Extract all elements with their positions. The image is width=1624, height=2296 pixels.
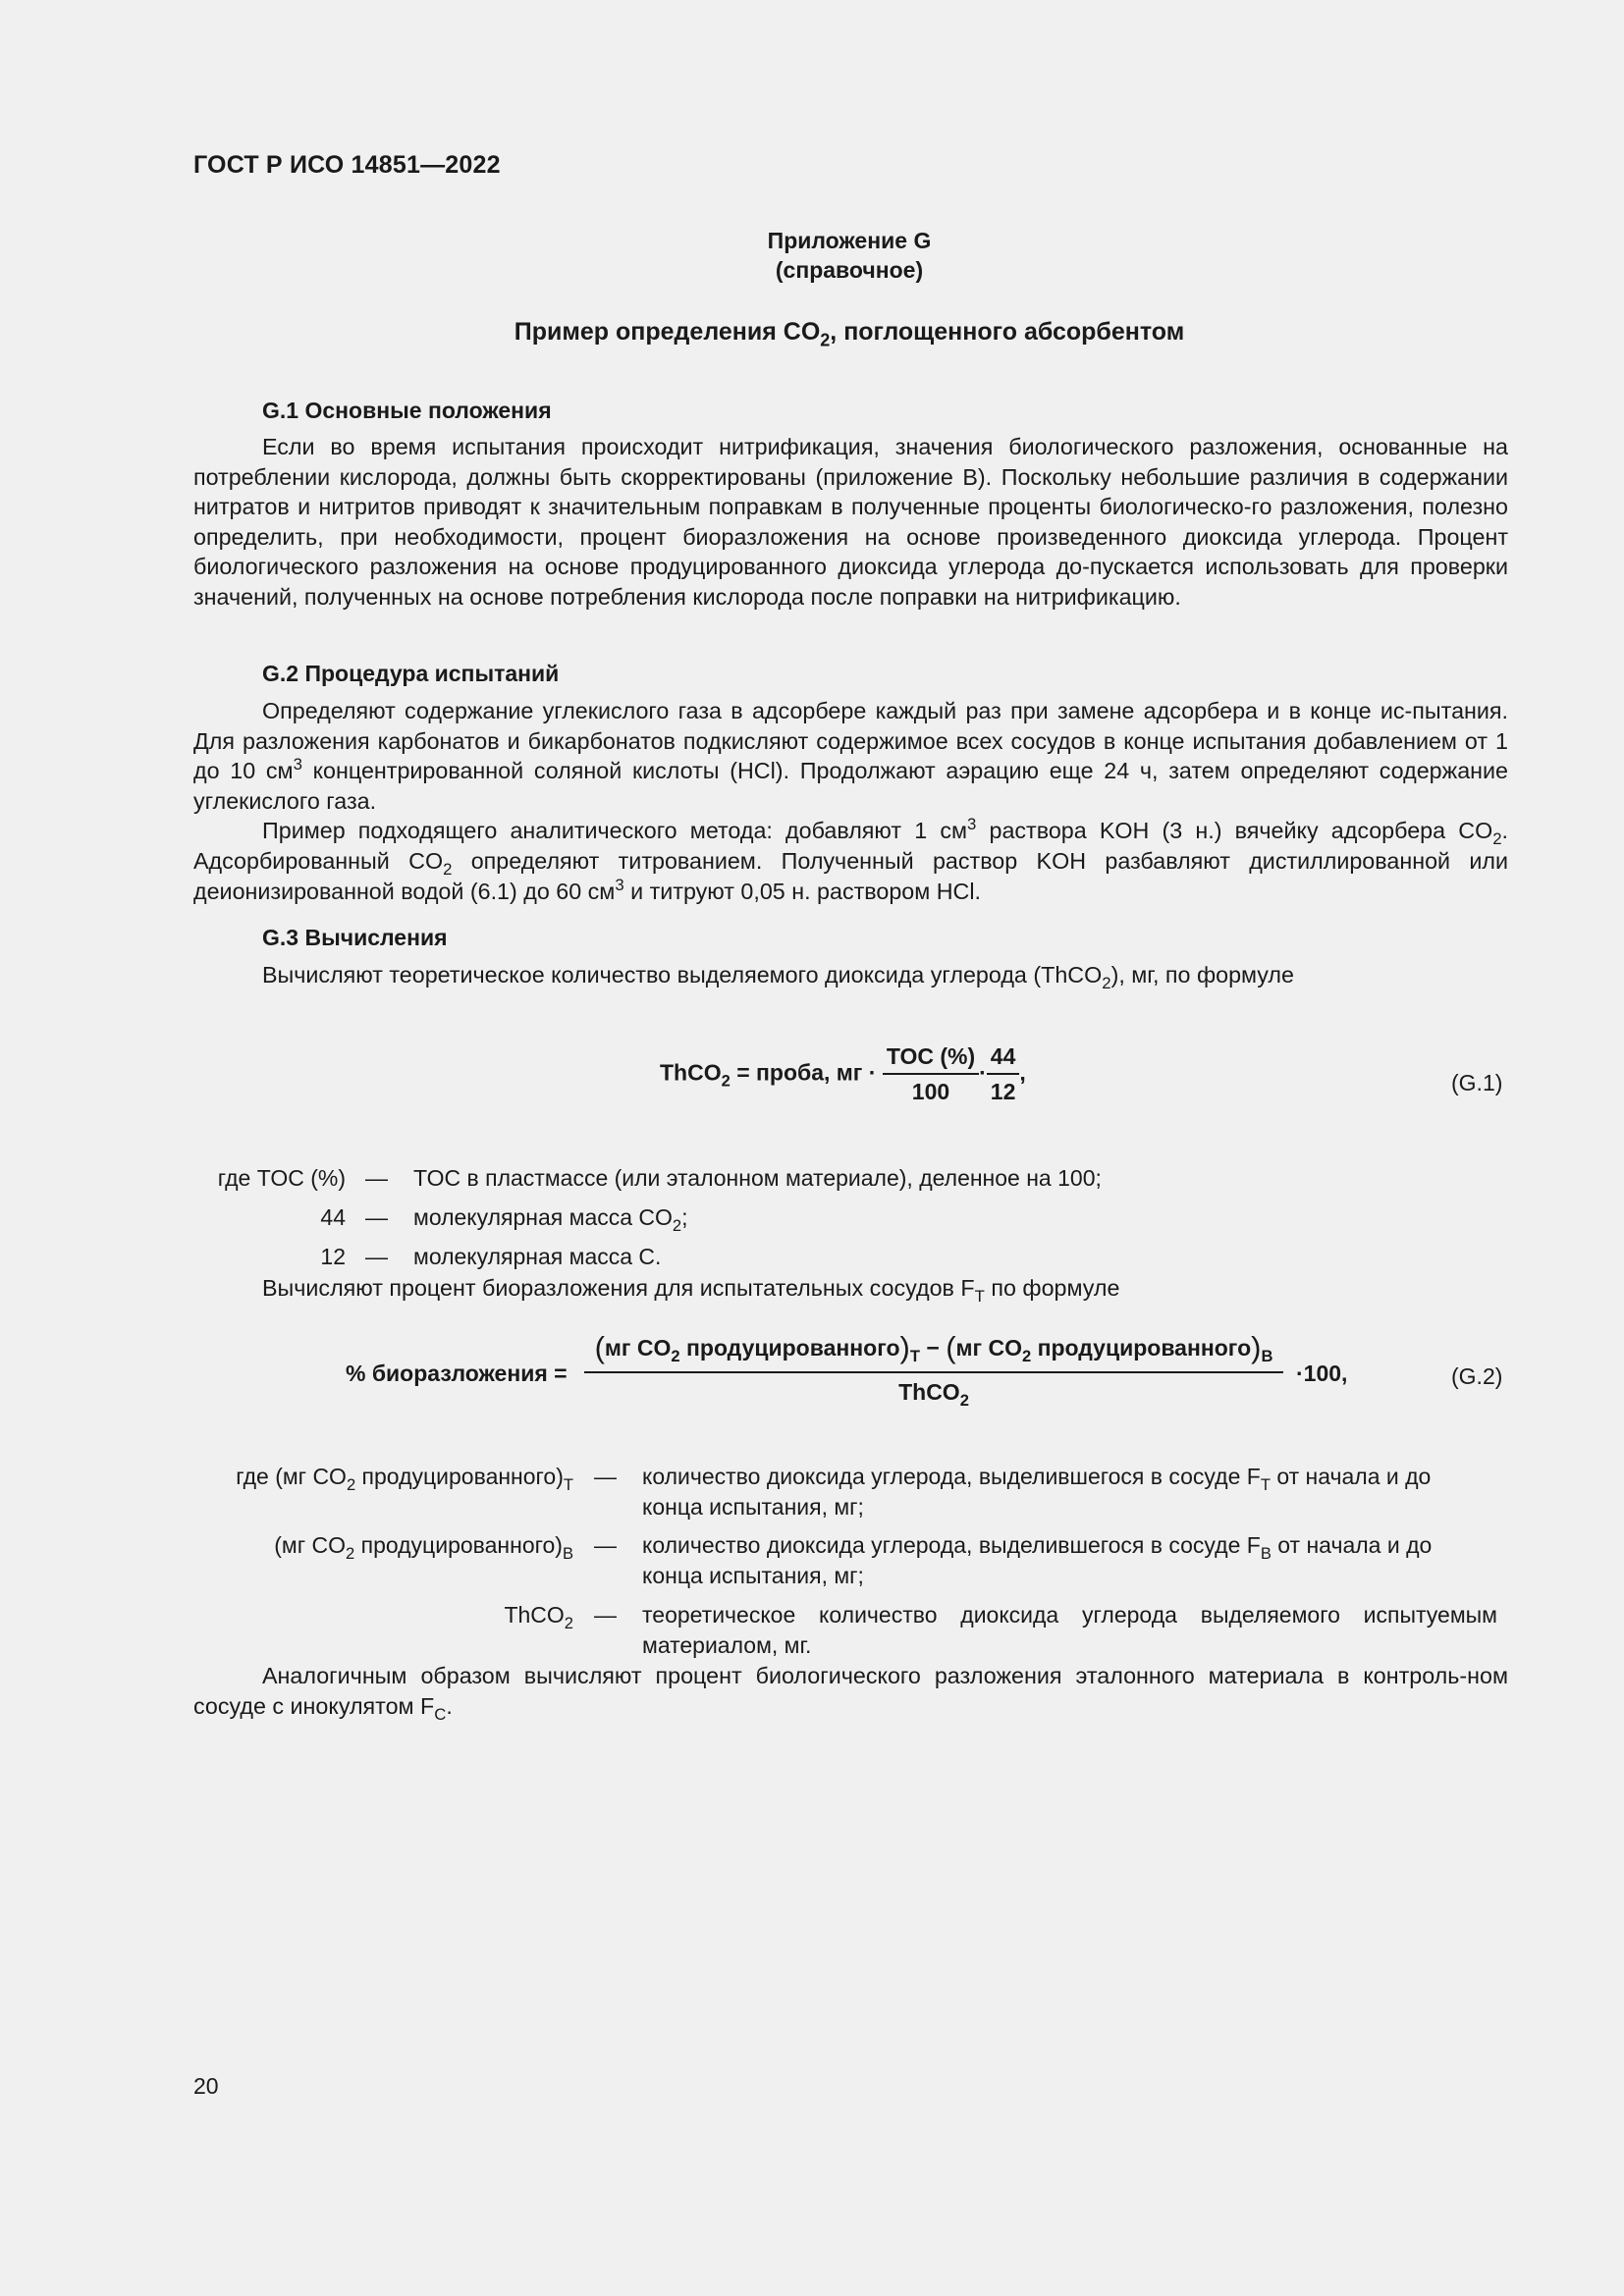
g3-intro: Вычисляют теоретическое количество выделяемого диоксида углерода (ThCO$_2$), мг, по формуле: [262, 962, 1294, 992]
page-number: 20: [193, 2073, 219, 2099]
section-g1-text: [193, 432, 1508, 613]
annex-status: (справочное): [775, 257, 924, 283]
fraction-44-12: $\frac{44}{12}$: [987, 1043, 1020, 1105]
standard-header: ГОСТ Р ИСО 14851—2022: [193, 151, 501, 179]
where-list-g1: где TOC (%) — TOC в пластмассе (или эталонном материале), деленное на 100; 44 — молекулярная масса $CO_2$; 12 — молекулярная масса C.: [217, 1165, 1102, 1269]
formula-g1: ThCO$_2$ = проба, мг · $\frac{\text{TOC (\%)}}{100}$ · $\frac{44}{12}$ ,: [660, 1043, 1026, 1104]
annex-title: Приложение G: [767, 228, 932, 253]
where-list-g2: где (мг $CO_2$ $продуцированного)_T$ — количество диоксида углерода, выделившегося в сосуде $F_T$ от начала и до конца испытания, мг; (мг $CO_2$ $продуцированного)_B$ — количество диоксида углерода, выделившегося в сосуде $F_B$ от начала и до конца испытания, мг; ThCO$_2$ — теоретическое количество диоксида углерода выделяемого испытуемым материалом, мг.: [236, 1464, 1497, 1658]
equation-number-g2: (G.2): [1451, 1363, 1503, 1389]
section-g2-text: [193, 696, 1508, 906]
equation-number-g1: (G.1): [1451, 1070, 1503, 1095]
g3-closing: Аналогичным образом вычисляют процент биологического разложения эталонного материала в контроль-ном сосуде с инокулятом $F_C$.: [193, 1663, 1508, 1724]
section-g2-heading: G.2 Процедура испытаний: [262, 661, 560, 686]
g2-paragraph-2: Пример подходящего аналитического метода: добавляют 1 $см^3$ раствора KOH (3 н.) вячейку адсорбера $CO_2$. Адсорбированный $CO_2$ определяют титрованием. Полученный раствор KOH разбавляют дистиллированной или деионизированной водой (6.1) до 60 $см^3$ и титруют 0,05 н. раствором HCl.: [193, 815, 1509, 904]
section-g3-heading: G.3 Вычисления: [262, 925, 448, 950]
fraction-biodegradation: (мг $CO_2$ $продуцированного)_T - (мг$ $CO_2$ $продуцированного)_B$ ThCO$_2$: [584, 1330, 1283, 1406]
g3-intro-2: Вычисляют процент биоразложения для испытательных сосудов $F_T$ по формуле: [262, 1275, 1120, 1306]
fraction-toc: $\frac{\text{TOC (\%)}}{100}$: [883, 1043, 979, 1105]
g2-paragraph-1: Определяют содержание углекислого газа в адсорбере каждый раз при замене адсорбера и в конце ис-пытания. Для разложения карбонатов и бикарбонатов подкисляют содержимое всех сосудов в конце испытания добавлением от 1 до 10 $см^3$ концентрированной соляной кислоты (HCl). Продолжают аэрацию еще 24 ч, затем определяют содержание углекислого газа.: [193, 698, 1508, 814]
document-page: ГОСТ Р ИСО 14851—2022 Приложение G (справочное) Пример определения $CO_2$, поглощенного абсорбентом G.1 Основные положения Если во время испытания происходит нитрификация, значения биологического разложения, основанные на потреблении кислорода, должны быть скорректированы (приложение B). Поскольку небольшие различия в содержании нитратов и нитритов приводят к значительным поправкам в полученные проценты биологическо-го разложения, полезно определить, при необходимости, процент биоразложения на основе произведенного диоксида углерода. Процент биологического разложения на основе продуцированного диоксида углерода до-пускается использовать для проверки значений, полученных на основе потребления кислорода после поправки на нитрификацию. G.2 Процедура испытаний Определяют содержание углекислого газа в адсорбере каждый раз при замене адсорбера и в конце ис-пытания. Для разложения карбонатов и бикарбонатов подкисляют содержимое всех сосудов в конце испытания добавлением от 1 до 10 $см^3$ концентрированной соляной кислоты (HCl). Продолжают аэрацию еще 24 ч, затем определяют содержание углекислого газа. Пример подходящего аналитического метода: добавляют 1 $см^3$ раствора KOH (3 н.) вячейку адсорбера $CO_2$. Адсорбированный $CO_2$ определяют титрованием. Полученный раствор KOH разбавляют дистиллированной или деионизированной водой (6.1) до 60 $см^3$ и титруют 0,05 н. раствором HCl. G.3 Вычисления Вычисляют теоретическое количество выделяемого диоксида углерода (ThCO$_2$), мг, по формуле ThCO$_2$ = проба, мг · $\frac{\text{TOC (\%)}}{100}$ · $\frac{44}{12}$ , (G.1) где TOC (%) — TOC в пластмассе (или эталонном материале), деленное на 100; 44 — молекулярная масса $CO_2$; 12 — молекулярная масса C. Вычисляют процент биоразложения для испытательных сосудов $F_T$ по формуле % биоразложения = (мг $CO_2$ $продуцированного)_T - (мг$ $CO_2$ $продуцированного)_B$ ThCO$_2$ ·100, (G.2) где (мг $CO_2$ $продуцированного)_T$ — количество диоксида углерода, выделившегося в сосуде $F_T$ от начала и до конца испытания, мг; (мг $CO_2$ $продуцированного)_B$ — количество диоксида углерода, выделившегося в сосуде $F_B$ от начала и до конца испытания, мг; ThCO$_2$ — теоретическое количество диоксида углерода выделяемого испытуемым материалом, мг. Аналогичным образом вычисляют процент биологического разложения эталонного материала в контроль-ном сосуде с инокулятом $F_C$. 20: [0, 0, 1624, 2296]
annex-heading: Пример определения $CO_2$, поглощенного абсорбентом: [514, 318, 1185, 350]
section-g1-heading: G.1 Основные положения: [262, 398, 552, 423]
g1-paragraph: Если во время испытания происходит нитрификация, значения биологического разложения, основанные на потреблении кислорода, должны быть скорректированы (приложение B). Поскольку небольшие различия в содержании нитратов и нитритов приводят к значительным поправкам в полученные проценты биологическо-го разложения, полезно определить, при необходимости, процент биоразложения на основе произведенного диоксида углерода. Процент биологического разложения на основе продуцированного диоксида углерода до-пускается использовать для проверки значений, полученных на основе потребления кислорода после поправки на нитрификацию.: [193, 434, 1508, 610]
